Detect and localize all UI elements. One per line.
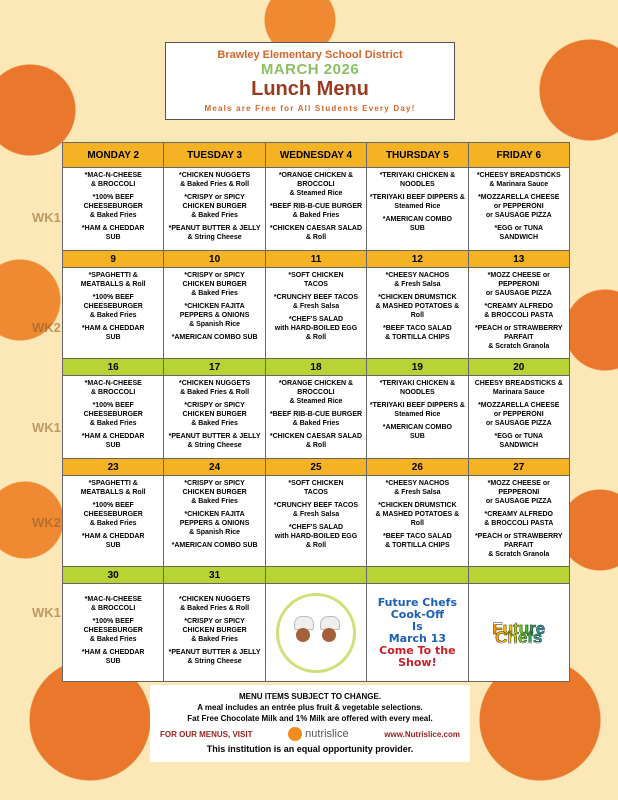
menu-item: *SPAGHETTI & MEATBALLS & Roll — [80, 480, 146, 496]
menu-row — [63, 476, 570, 567]
date-row — [63, 567, 570, 584]
menu-item: *CHICKEN CAESAR SALAD & Roll — [269, 433, 363, 449]
menu-cell — [265, 584, 366, 682]
menu-item: *BEEF RIB-B-CUE BURGER & Baked Fries — [269, 203, 363, 219]
orange-slice-icon — [288, 727, 302, 741]
menu-item: *100% BEEF CHEESEBURGER & Baked Fries — [83, 194, 143, 219]
date-cell: 20 — [468, 359, 569, 376]
menu-item: *CHICKEN NUGGETS & Baked Fries & Roll — [178, 596, 251, 612]
menu-item: *PEANUT BUTTER & JELLY & String Cheese — [168, 225, 261, 241]
menu-cell — [63, 476, 164, 567]
menu-item: *PEANUT BUTTER & JELLY & String Cheese — [168, 649, 261, 665]
menu-cell — [63, 376, 164, 459]
date-cell — [265, 567, 366, 584]
menu-cell — [63, 584, 164, 682]
event-date: March 13 — [388, 631, 447, 645]
menu-cell — [367, 268, 468, 359]
menu-item: *100% BEEF CHEESEBURGER & Baked Fries — [83, 502, 143, 527]
date-cell — [468, 567, 569, 584]
page-title: Lunch Menu — [251, 78, 369, 100]
menu-item: *CHICKEN NUGGETS & Baked Fries & Roll — [178, 380, 251, 396]
menu-item: *MAC-N-CHEESE & BROCCOLI — [84, 596, 142, 612]
menu-item: *ORANGE CHICKEN & BROCCOLI & Steamed Rice — [278, 380, 354, 405]
menu-item: *CHEF'S SALAD with HARD-BOILED EGG & Roll — [274, 316, 358, 341]
day-header: WEDNESDAY 4 — [265, 143, 366, 168]
day-header: FRIDAY 6 — [468, 143, 569, 168]
menu-cell — [367, 168, 468, 251]
cook-off-announcement — [369, 597, 465, 669]
menu-item: *MAC-N-CHEESE & BROCCOLI — [84, 380, 142, 396]
menu-item: *HAM & CHEDDAR SUB — [81, 649, 145, 665]
kid-chefs-illustration — [276, 593, 356, 673]
event-line: Is — [412, 619, 423, 633]
menu-cell — [63, 268, 164, 359]
menu-item: *PEACH or STRAWBERRY PARFAIT & Scratch Granola — [474, 325, 563, 350]
month-title: MARCH 2026 — [260, 61, 360, 78]
menu-item: *CREAMY ALFREDO & BROCCOLI PASTA — [484, 303, 554, 319]
menu-item: *CREAMY ALFREDO & BROCCOLI PASTA — [484, 511, 554, 527]
nutrislice-link[interactable]: www.Nutrislice.com — [384, 729, 460, 739]
menu-item: *CRUNCHY BEEF TACOS & Fresh Salsa — [273, 294, 359, 310]
event-line: Show! — [398, 655, 437, 669]
menu-item: *100% BEEF CHEESEBURGER & Baked Fries — [83, 402, 143, 427]
brand-name: nutrislice — [305, 727, 349, 740]
date-cell: 30 — [63, 567, 164, 584]
menu-item: *MOZZ CHEESE or PEPPERONI or SAUSAGE PIZZA — [485, 480, 552, 505]
visit-label: FOR OUR MENUS, VISIT — [160, 729, 253, 739]
date-cell: 24 — [164, 459, 265, 476]
day-header: TUESDAY 3 — [164, 143, 265, 168]
event-line: Cook-Off — [390, 607, 445, 621]
menu-item: *BEEF TACO SALAD & TORTILLA CHIPS — [383, 325, 452, 341]
date-cell: 12 — [367, 251, 468, 268]
date-cell: 23 — [63, 459, 164, 476]
footer-box — [150, 685, 470, 762]
day-header: THURSDAY 5 — [367, 143, 468, 168]
date-cell — [367, 567, 468, 584]
date-cell: 25 — [265, 459, 366, 476]
week-label: WK1 — [32, 210, 61, 225]
future-chefs-logo: Future Chefs — [471, 624, 567, 642]
menu-item: *SOFT CHICKEN TACOS — [288, 272, 344, 288]
menu-item: *CRISPY or SPICY CHICKEN BURGER & Baked Fries — [182, 272, 247, 297]
menu-cell — [265, 168, 366, 251]
menu-item: *CHICKEN DRUMSTICK & MASHED POTATOES & Roll — [375, 502, 460, 527]
menu-item: *CRISPY or SPICY CHICKEN BURGER & Baked Fries — [182, 402, 247, 427]
menu-item: *MAC-N-CHEESE & BROCCOLI — [84, 172, 142, 188]
menu-cell — [468, 584, 569, 682]
menu-cell — [164, 476, 265, 567]
week-label: WK1 — [32, 420, 61, 435]
menu-item: *100% BEEF CHEESEBURGER & Baked Fries — [83, 294, 143, 319]
menu-item: *AMERICAN COMBO SUB — [382, 216, 452, 232]
date-row — [63, 459, 570, 476]
menu-item: *HAM & CHEDDAR SUB — [81, 225, 145, 241]
menu-item: *BEEF TACO SALAD & TORTILLA CHIPS — [383, 533, 452, 549]
event-line: Come To the — [379, 643, 456, 657]
day-header: MONDAY 2 — [63, 143, 164, 168]
date-cell: 9 — [63, 251, 164, 268]
menu-item: *MOZZARELLA CHEESE or PEPPERONI or SAUSAGE PIZZA — [478, 402, 560, 427]
menu-item: *CHEESY NACHOS & Fresh Salsa — [385, 480, 450, 496]
menu-cell — [468, 376, 569, 459]
week-label: WK1 — [32, 605, 61, 620]
menu-item: CHEESY BREADSTICKS & Marinara Sauce — [474, 380, 563, 396]
menu-cell — [63, 168, 164, 251]
menu-item: *PEANUT BUTTER & JELLY & String Cheese — [168, 433, 261, 449]
milk-info: Fat Free Chocolate Milk and 1% Milk are offered with every meal. — [187, 714, 433, 723]
menu-cell — [265, 376, 366, 459]
menu-cell — [468, 168, 569, 251]
menu-item: *TERIYAKI BEEF DIPPERS & Steamed Rice — [369, 402, 465, 418]
menu-cell — [265, 268, 366, 359]
menu-item: *CHEF'S SALAD with HARD-BOILED EGG & Roll — [274, 524, 358, 549]
date-cell: 18 — [265, 359, 366, 376]
menu-item: *HAM & CHEDDAR SUB — [81, 533, 145, 549]
chef-icon — [318, 616, 340, 650]
menu-item: *CRISPY or SPICY CHICKEN BURGER & Baked Fries — [182, 618, 247, 643]
menu-cell — [164, 268, 265, 359]
menu-item: *EGG or TUNA SANDWICH — [494, 225, 544, 241]
menu-item: *BEEF RIB-B-CUE BURGER & Baked Fries — [269, 411, 363, 427]
menu-cell — [164, 376, 265, 459]
menu-row — [63, 584, 570, 682]
date-row — [63, 251, 570, 268]
menu-item: *TERIYAKI BEEF DIPPERS & Steamed Rice — [369, 194, 465, 210]
date-cell: 17 — [164, 359, 265, 376]
menu-item: *CHICKEN CAESAR SALAD & Roll — [269, 225, 363, 241]
change-notice: MENU ITEMS SUBJECT TO CHANGE. — [238, 692, 382, 701]
menu-item: *MOZZARELLA CHEESE or PEPPERONI or SAUSAGE PIZZA — [478, 194, 560, 219]
chef-icon — [292, 616, 314, 650]
menu-item: *ORANGE CHICKEN & BROCCOLI & Steamed Rice — [278, 172, 354, 197]
date-cell: 11 — [265, 251, 366, 268]
menu-item: *AMERICAN COMBO SUB — [382, 424, 452, 440]
equal-opportunity: This institution is an equal opportunity provider. — [206, 744, 414, 754]
menu-item: *HAM & CHEDDAR SUB — [81, 433, 145, 449]
date-cell: 31 — [164, 567, 265, 584]
menu-item: *100% BEEF CHEESEBURGER & Baked Fries — [83, 618, 143, 643]
menu-item: *CHICKEN DRUMSTICK & MASHED POTATOES & Roll — [375, 294, 460, 319]
menu-item: *HAM & CHEDDAR SUB — [81, 325, 145, 341]
menu-item: *TERIYAKI CHICKEN & NOODLES — [379, 380, 456, 396]
week-label: WK2 — [32, 515, 61, 530]
menu-item: *CRISPY or SPICY CHICKEN BURGER & Baked Fries — [182, 480, 247, 505]
menu-item: *CHICKEN FAJITA PEPPERS & ONIONS & Spanish Rice — [179, 303, 250, 328]
menu-item: *SOFT CHICKEN TACOS — [288, 480, 344, 496]
menu-cell — [367, 476, 468, 567]
date-cell: 13 — [468, 251, 569, 268]
nutrislice-logo — [288, 727, 348, 741]
date-cell: 27 — [468, 459, 569, 476]
event-line: Future Chefs — [377, 595, 458, 609]
menu-item: *TERIYAKI CHICKEN & NOODLES — [379, 172, 456, 188]
menu-item: *AMERICAN COMBO SUB — [171, 542, 258, 549]
menu-item: *MOZZ CHEESE or PEPPERONI or SAUSAGE PIZZA — [485, 272, 552, 297]
tagline: Meals are Free for All Students Every Day! — [204, 104, 416, 113]
menu-cell — [367, 376, 468, 459]
menu-row — [63, 376, 570, 459]
menu-item: *EGG or TUNA SANDWICH — [494, 433, 544, 449]
menu-cell — [265, 476, 366, 567]
menu-cell — [164, 168, 265, 251]
date-cell: 26 — [367, 459, 468, 476]
menu-cell — [164, 584, 265, 682]
menu-item: *PEACH or STRAWBERRY PARFAIT & Scratch Granola — [474, 533, 563, 558]
menu-item: *SPAGHETTI & MEATBALLS & Roll — [80, 272, 146, 288]
district-name: Brawley Elementary School District — [217, 49, 403, 61]
menu-item: *CRISPY or SPICY CHICKEN BURGER & Baked Fries — [182, 194, 247, 219]
menu-item: *CRUNCHY BEEF TACOS & Fresh Salsa — [273, 502, 359, 518]
date-cell: 10 — [164, 251, 265, 268]
date-row — [63, 359, 570, 376]
menu-item: *CHEESY NACHOS & Fresh Salsa — [385, 272, 450, 288]
menu-item: *AMERICAN COMBO SUB — [171, 334, 258, 341]
meal-info: A meal includes an entrée plus fruit & vegetable selections. — [197, 703, 423, 712]
menu-calendar — [62, 142, 570, 682]
week-label: WK2 — [32, 320, 61, 335]
menu-row — [63, 268, 570, 359]
menu-cell — [468, 476, 569, 567]
menu-row — [63, 168, 570, 251]
date-cell: 19 — [367, 359, 468, 376]
menu-cell — [468, 268, 569, 359]
menu-item: *CHEESY BREADSTICKS & Marinara Sauce — [476, 172, 561, 188]
menu-cell — [367, 584, 468, 682]
menu-item: *CHICKEN NUGGETS & Baked Fries & Roll — [178, 172, 251, 188]
menu-item: *CHICKEN FAJITA PEPPERS & ONIONS & Spanish Rice — [179, 511, 250, 536]
date-cell: 16 — [63, 359, 164, 376]
menu-header — [165, 42, 455, 120]
